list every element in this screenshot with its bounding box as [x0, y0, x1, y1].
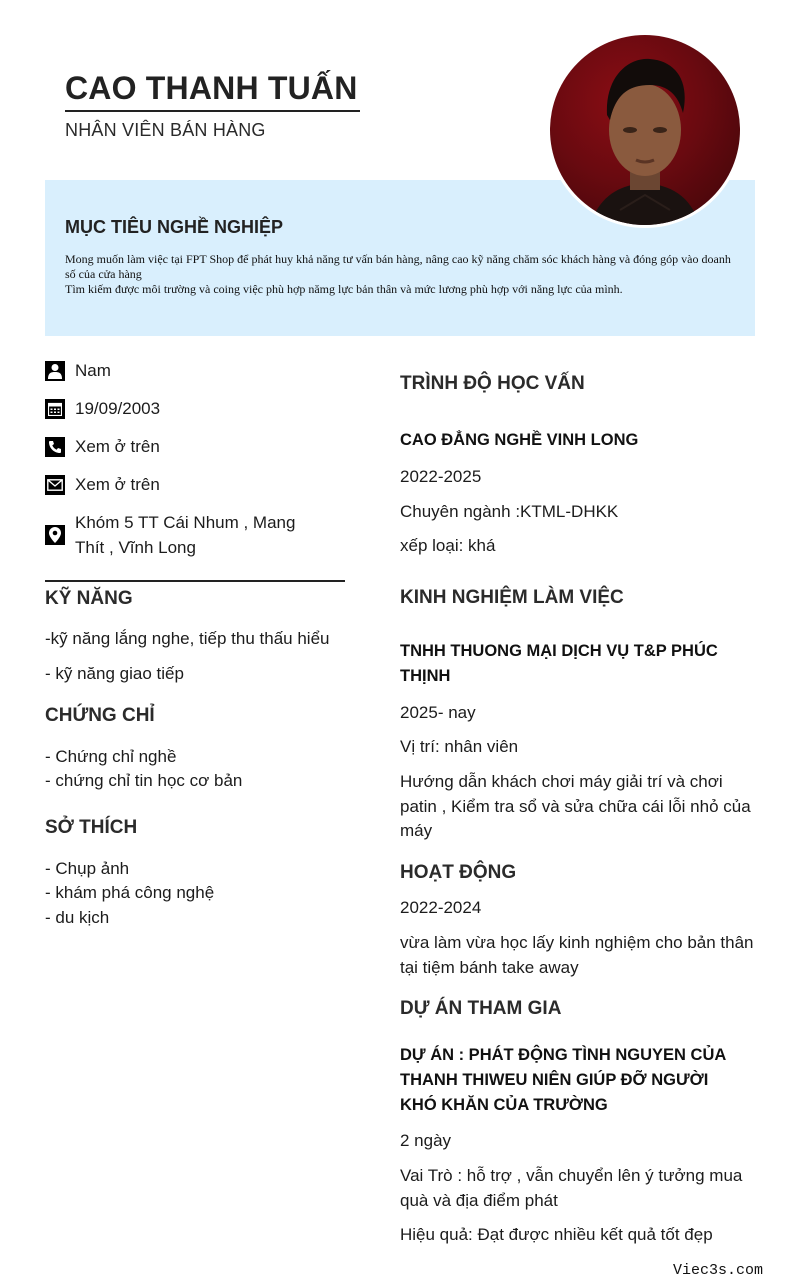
project-result: Hiệu quả: Đạt được nhiều kết quả tốt đẹp [400, 1225, 713, 1244]
phone-icon [45, 437, 65, 457]
hobby-item: - khám phá công nghệ [45, 883, 215, 902]
user-icon [45, 361, 65, 381]
company-name: TNHH THUONG MẠI DỊCH VỤ T&P PHÚC THỊNH [400, 642, 718, 685]
objective-line: Mong muốn làm việc tại FPT Shop để phát huy khả năng tư vấn bán hàng, nâng cao kỹ năng chăm sóc khách hàng và đóng góp vào doanh số của cửa hàng [65, 252, 731, 281]
contact-birthday [45, 396, 345, 421]
certificates-title: CHỨNG CHỈ [45, 705, 155, 726]
skills-title: KỸ NĂNG [45, 588, 133, 609]
hobby-item: - du kịch [45, 908, 110, 927]
project-name: DỰ ÁN : PHÁT ĐỘNG TÌNH NGUYEN CỦA THANH THIWEU NIÊN GIÚP ĐỠ NGƯỜI KHÓ KHĂN CỦA TRƯỜNG [400, 1046, 726, 1114]
activities-period: 2022-2024 [400, 898, 482, 917]
contact-email [45, 472, 345, 497]
location-icon [45, 525, 65, 545]
watermark: Viec3s.com [673, 1262, 764, 1279]
hobbies-title: SỞ THÍCH [45, 817, 138, 838]
hobby-item: - Chụp ảnh [45, 859, 130, 878]
education-major: Chuyên ngành :KTML-DHKK [400, 502, 619, 521]
birthday-value: 19/09/2003 [75, 399, 161, 418]
project-role: Vai Trò : hỗ trợ , vẫn chuyển lên ý tưởng mua quà và địa điểm phát [400, 1166, 743, 1210]
avatar [547, 32, 743, 228]
education-title: TRÌNH ĐỘ HỌC VẤN [400, 373, 585, 394]
profile-photo [550, 35, 740, 225]
gender-value: Nam [75, 361, 111, 380]
left-column [45, 358, 345, 582]
address-value: Khóm 5 TT Cái Nhum , Mang Thít , Vĩnh Long [75, 513, 296, 557]
activities-title: HOẠT ĐỘNG [400, 862, 517, 883]
contact-phone [45, 434, 345, 459]
calendar-icon [45, 399, 65, 419]
candidate-name: CAO THANH TUẤN [65, 68, 360, 112]
contact-gender [45, 358, 345, 383]
section-divider [45, 580, 345, 582]
certificate-item: - Chứng chỉ nghề [45, 747, 177, 766]
school-name: CAO ĐẲNG NGHỀ VINH LONG [400, 431, 639, 449]
experience-description: Hướng dẫn khách chơi máy giải trí và chơi patin , Kiểm tra sổ và sửa chữa cái lỗi nhỏ của máy [400, 772, 751, 840]
objective-title: MỤC TIÊU NGHỀ NGHIỆP [65, 217, 284, 237]
projects-title: DỰ ÁN THAM GIA [400, 998, 562, 1019]
project-duration: 2 ngày [400, 1131, 452, 1150]
mail-icon [45, 475, 65, 495]
certificate-item: - chứng chỉ tin học cơ bản [45, 771, 243, 790]
education-grade: xếp loại: khá [400, 536, 496, 555]
activities-description: vừa làm vừa học lấy kinh nghiệm cho bản thân tại tiệm bánh take away [400, 933, 754, 977]
experience-position: Vị trí: nhân viên [400, 737, 519, 756]
experience-period: 2025- nay [400, 703, 476, 722]
objective-text [65, 252, 737, 297]
skill-item: -kỹ năng lắng nghe, tiếp thu thấu hiểu [45, 629, 330, 648]
portrait-icon [550, 35, 740, 225]
skill-item: - kỹ năng giao tiếp [45, 664, 184, 683]
cv-header [65, 68, 360, 141]
phone-value: Xem ở trên [75, 437, 160, 456]
objective-line: Tìm kiếm được môi trường và coing việc phù hợp nămg lực bản thân và mức lương phù hợp với năng lực của mình. [65, 282, 623, 296]
email-value: Xem ở trên [75, 475, 160, 494]
experience-title: KINH NGHIỆM LÀM VIỆC [400, 587, 624, 608]
contact-address [45, 510, 345, 560]
job-title: NHÂN VIÊN BÁN HÀNG [65, 120, 266, 140]
education-period: 2022-2025 [400, 467, 482, 486]
